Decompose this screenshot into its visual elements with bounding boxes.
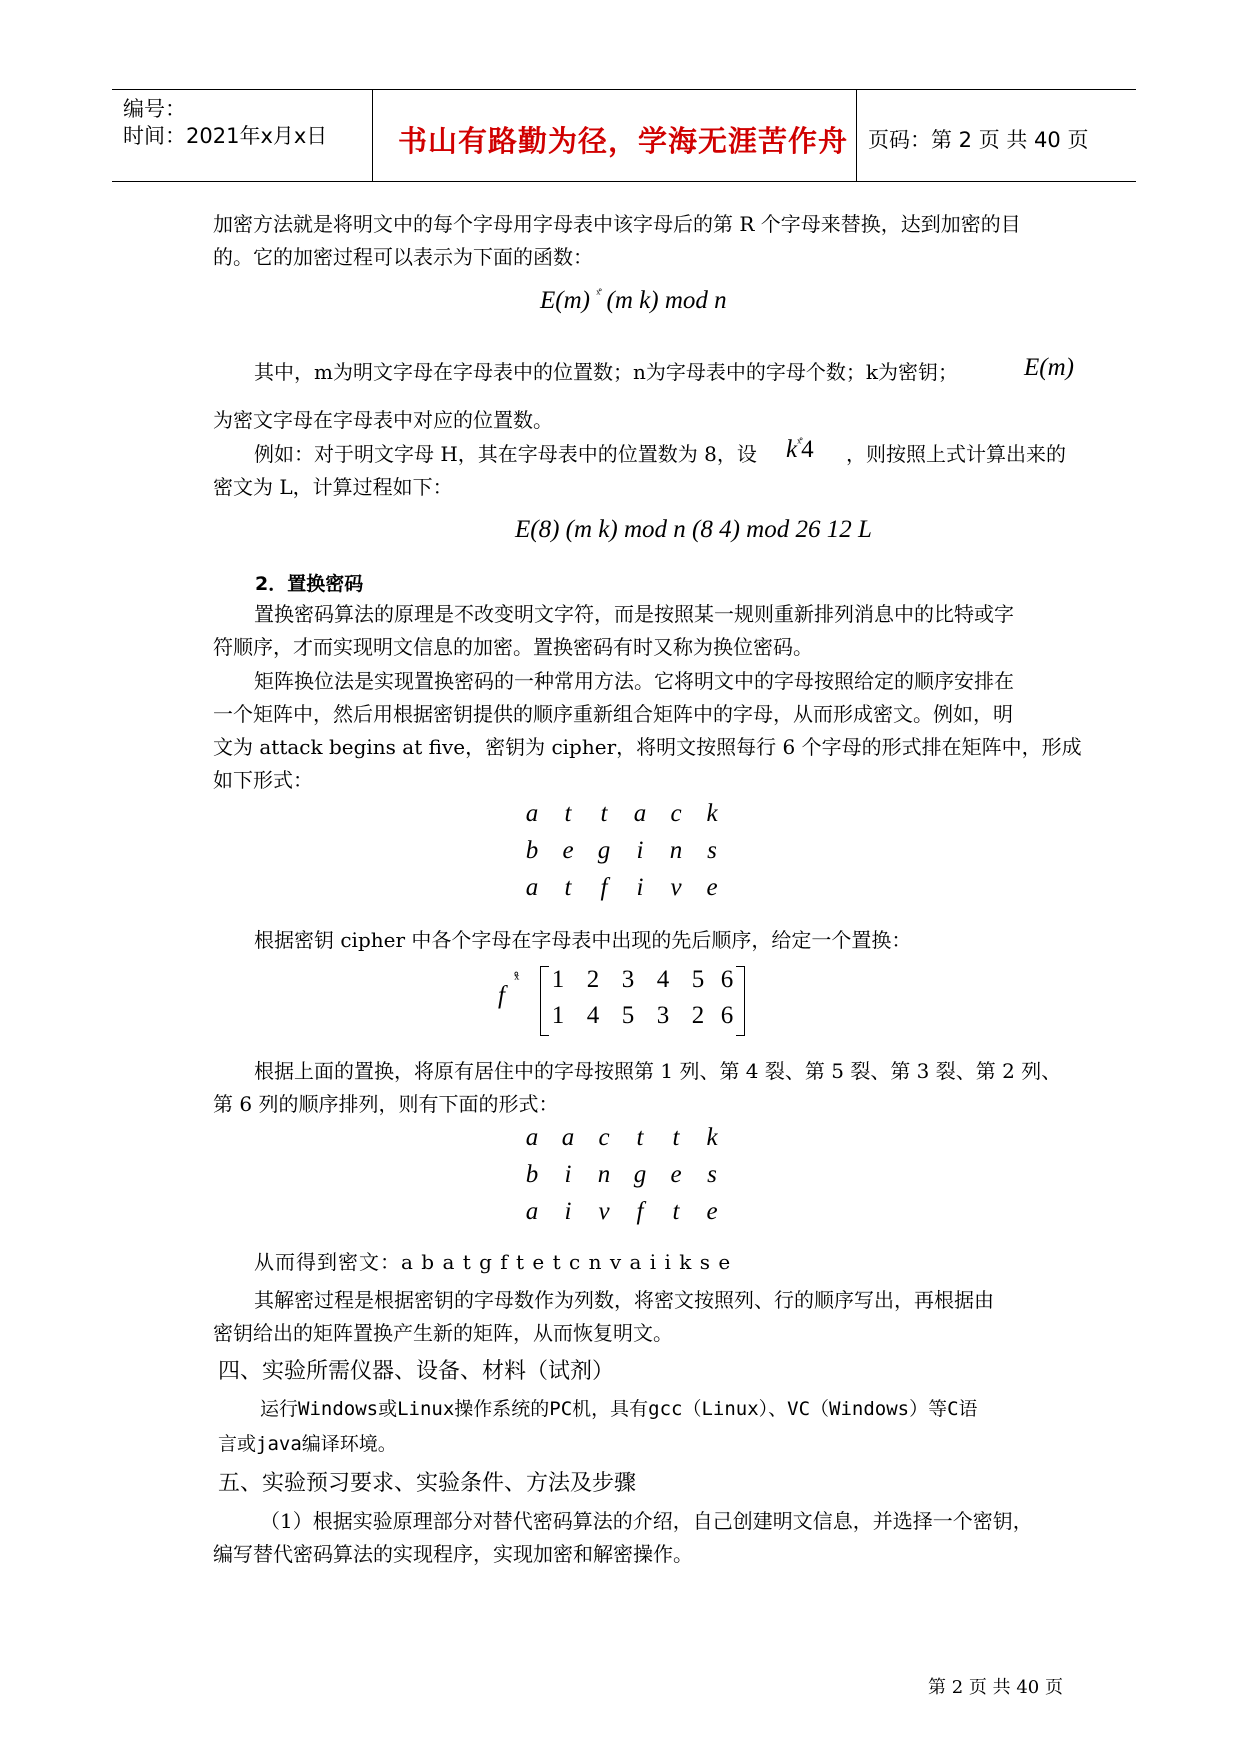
footer-page-number: 第 2 页 共 40 页: [928, 1677, 1063, 1698]
paragraph-line: ，则按照上式计算出来的: [846, 442, 1066, 466]
paragraph-line: 矩阵换位法是实现置换密码的一种常用方法。它将明文中的字母按照给定的顺序安排在: [254, 669, 1014, 693]
paragraph-line: 为密文字母在字母表中对应的位置数。: [213, 408, 553, 432]
plaintext-matrix: a t t a c k b e g i n s a t f i v e: [525, 800, 718, 901]
ciphertext-matrix: a a c t t k b i n g e s a i v f t e: [525, 1124, 718, 1225]
document-number-label: 编号：: [123, 97, 186, 121]
section-title: 2．置换密码: [255, 573, 364, 595]
section-title: 四、实验所需仪器、设备、材料（试剂）: [218, 1359, 615, 1384]
paragraph-line: 例如：对于明文字母 H，其在字母表中的位置数为 8，设: [254, 442, 757, 466]
permutation-f: f ˣ̊ 1 2 3 4 5 6 1 4 5 3 2 6: [498, 962, 758, 1040]
paragraph-line: 如下形式：: [213, 768, 313, 792]
paragraph-line: 其中，m为明文字母在字母表中的位置数；n为字母表中的字母个数；k为密钥；: [254, 360, 958, 384]
paragraph-line: 言或java编译环境。: [218, 1433, 397, 1455]
paragraph-line: 其解密过程是根据密钥的字母数作为列数，将密文按照列、行的顺序写出，再根据由: [254, 1288, 994, 1312]
paragraph-line: 第 6 列的顺序排列，则有下面的形式：: [213, 1092, 559, 1116]
header-bottom-rule: [112, 181, 1136, 182]
formula-inline-em: E(m): [1024, 354, 1074, 381]
formula-encryption: E(m) $^{ˣ̊}$ (m k) mod n: [540, 287, 727, 314]
header-motto: 书山有路勤为径，学海无涯苦作舟: [398, 124, 849, 158]
paragraph-line: 加密方法就是将明文中的每个字母用字母表中该字母后的第 R 个字母来替换，达到加密的目: [213, 212, 1021, 236]
header-divider-left: [372, 89, 373, 181]
formula-example: E(8) (m k) mod n (8 4) mod 26 12 L: [515, 516, 872, 543]
paragraph-line: 密钥给出的矩阵置换产生新的矩阵，从而恢复明文。: [213, 1321, 673, 1345]
paragraph-line: 根据上面的置换，将原有居住中的字母按照第 1 列、第 4 裂、第 5 裂、第 3 裂、第 2 列、: [254, 1059, 1062, 1083]
paragraph-line: 根据密钥 cipher 中各个字母在字母表中出现的先后顺序，给定一个置换：: [254, 928, 912, 952]
paragraph-line: 运行Windows或Linux操作系统的PC机，具有gcc（Linux）、VC（Windows）等C语: [260, 1398, 978, 1420]
formula-inline-k: $k^{ˣ̊}4$: [786, 436, 814, 463]
paragraph-line: （1）根据实验原理部分对替代密码算法的介绍，自己创建明文信息，并选择一个密钥，: [260, 1509, 1033, 1533]
paragraph-line: 的。它的加密过程可以表示为下面的函数：: [213, 245, 593, 269]
paragraph-line: 符顺序，才而实现明文信息的加密。置换密码有时又称为换位密码。: [213, 635, 813, 659]
document-time-label: 时间：2021年x月x日: [123, 124, 328, 148]
paragraph-line: 一个矩阵中，然后用根据密钥提供的顺序重新组合矩阵中的字母，从而形成密文。例如，明: [213, 702, 1013, 726]
formula-lhs: E(m): [540, 287, 590, 314]
paragraph-line: 密文为 L，计算过程如下：: [213, 475, 453, 499]
ciphertext-line: 从而得到密文：a b a t g f t e t c n v a i i k s e: [254, 1250, 732, 1274]
section-title: 五、实验预习要求、实验条件、方法及步骤: [218, 1471, 637, 1496]
paragraph-line: 编写替代密码算法的实现程序，实现加密和解密操作。: [213, 1542, 693, 1566]
paragraph-line: 置换密码算法的原理是不改变明文字符，而是按照某一规则重新排列消息中的比特或字: [254, 602, 1014, 626]
formula-rhs: (m k) mod n: [606, 287, 727, 314]
paragraph-line: 文为 attack begins at five，密钥为 cipher，将明文按照每行 6 个字母的形式排在矩阵中，形成: [213, 735, 1082, 759]
header-page-number: 页码：第 2 页 共 40 页: [868, 128, 1089, 152]
header-divider-right: [856, 89, 857, 181]
header-top-rule: [112, 89, 1136, 90]
